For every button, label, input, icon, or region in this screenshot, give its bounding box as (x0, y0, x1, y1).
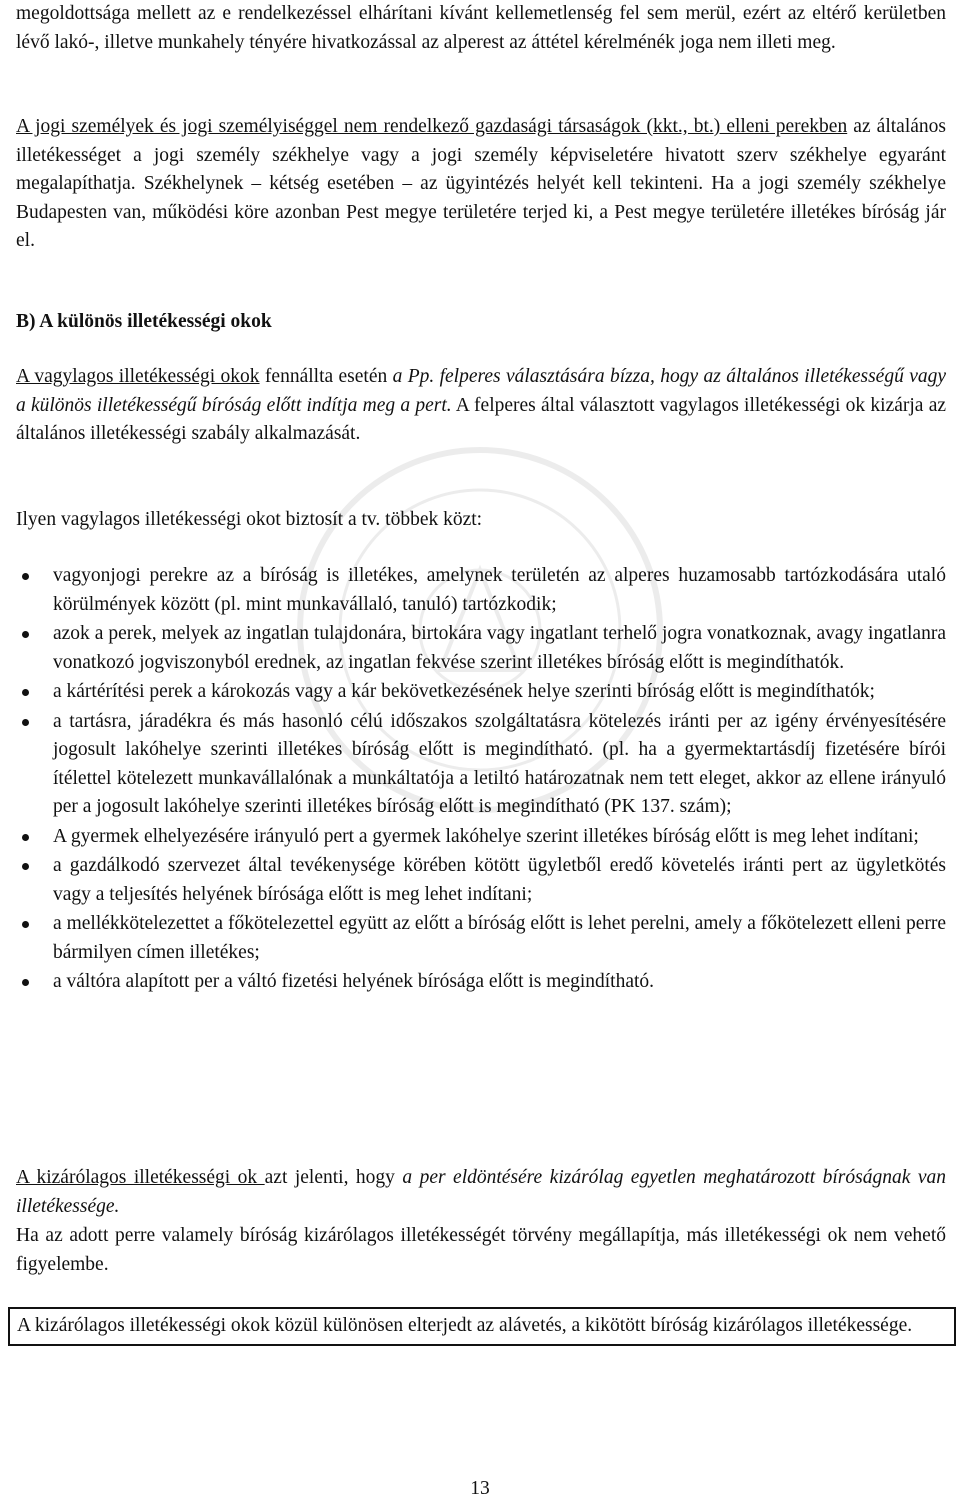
exclusive-plain: azt jelenti, hogy (264, 1167, 403, 1188)
legal-persons-paragraph (16, 113, 946, 256)
examples-intro-paragraph: Ilyen vagylagos illetékességi okot biztosít a tv. többek közt: (16, 509, 483, 530)
bullet-icon (22, 631, 29, 638)
alternative-plain-1: fennállta esetén (259, 366, 393, 387)
alternative-plain-2: A felperes által választott vagylagos illetékességi ok kizárja az általános illetékességi szabály alkalmazását. (16, 394, 947, 444)
page-number: 13 (470, 1478, 490, 1499)
alternative-italic: a Pp. felperes választására bízza, hogy az általános illetékességű vagy a különös illetékességű bíróság előtt indítja meg a pert. (16, 366, 946, 416)
bullet-icon (22, 689, 29, 696)
list-item: a mellékkötelezettet a főkötelezettel együtt az előtt a bíróság előtt is lehet perelni, amely a főkötelezett elleni perre bármilyen címen illetékes; (16, 910, 946, 967)
exclusive-jurisdiction-paragraph (16, 1164, 946, 1221)
bullet-icon (22, 921, 29, 928)
list-item: A gyermek elhelyezésére irányuló pert a gyermek lakóhelye szerint illetékes bíróság előtt is meg lehet indítani; (16, 823, 946, 852)
list-item: a váltóra alapított per a váltó fizetési helyének bírósága előtt is megindítható. (16, 968, 946, 997)
boxed-note-text: A kizárólagos illetékességi okok közül különösen elterjedt az alávetés, a kikötött bíróság kizárólagos illetékessége. (17, 1315, 913, 1336)
bullet-icon (22, 834, 29, 841)
list-item: vagyonjogi perekre az a bíróság is illetékes, amelynek területén az alperes huzamosabb tartózkodására utaló körülmények között (pl. mint munkavállaló, tanuló) tartózkodik; (16, 562, 946, 619)
bullet-icon (22, 719, 29, 726)
legal-persons-rest: az általános illetékességet a jogi személy székhelye vagy a jogi személy képviseletére hivatott szerv székhelye egyaránt megalapíthatja. Székhelynek – kétség esetében – az ügyintézés helyét kell tekinteni. Ha a jogi személy székhelye Budapesten van, működési köre azonban Pest megye területére terjed ki, a Pest megye területére illetékes bíróság jár el. (16, 116, 946, 251)
alternative-underlined: A vagylagos illetékességi okok (16, 366, 260, 387)
bullet-icon (22, 573, 29, 580)
boxed-note (8, 1307, 956, 1346)
list-item: azok a perek, melyek az ingatlan tulajdonára, birtokára vagy ingatlant terhelő jogra vonatkoznak, avagy ingatlanra vonatkozó jogviszonyból erednek, az ingatlan fekvése szerint illetékes bíróság előtt is megindíthatók. (16, 620, 946, 677)
intro-paragraph: megoldottsága mellett az e rendelkezéssel elhárítani kívánt kellemetlenség fel sem merül, ezért az eltérő kerületben lévő lakó-, illetve munkahely tényére hivatkozással az alperest az áttétel kérelménék joga nem illeti meg. (16, 3, 946, 53)
bullet-icon (22, 863, 29, 870)
jurisdiction-bullet-list (16, 562, 946, 998)
list-item: a gazdálkodó szervezet által tevékenysége körében kötött ügyletből eredő követelés iránti pert az ügyletkötés vagy a teljesítés helyének bírósága előtt is meg lehet indítani; (16, 852, 946, 909)
list-item: a tartásra, járadékra és más hasonló célú időszakos szolgáltatásra kötelezés iránti per az igény érvényesítésére jogosult lakóhelye szerinti illetékes bíróság előtt is megindítható. (pl. ha a gyermektartásdíj fizetésére bírói ítélettel kötelezett munkavállalónak a munkáltatója a letiltó határozatnak nem tett eleget, akkor az ellene irányuló per a jogosult lakóhelye szerinti illetékes bíróság előtt is megindítható (PK 137. szám); (16, 708, 946, 822)
alternative-jurisdiction-paragraph (16, 363, 946, 449)
legal-persons-underlined: A jogi személyek és jogi személyiséggel nem rendelkező gazdasági társaságok (kkt., bt.) elleni perekben (16, 116, 848, 137)
exclusive-jurisdiction-paragraph-2: Ha az adott perre valamely bíróság kizárólagos illetékességét törvény megállapítja, más illetékességi ok nem vehető figyelembe. (16, 1225, 946, 1275)
exclusive-underlined: A kizárólagos illetékességi ok (16, 1167, 265, 1188)
section-heading-b: B) A különös illetékességi okok (16, 311, 272, 332)
exclusive-italic: a per eldöntésére kizárólag egyetlen meghatározott bíróságnak van illetékessége. (16, 1167, 946, 1217)
list-item: a kártérítési perek a károkozás vagy a kár bekövetkezésének helye szerinti bíróság előtt is megindíthatók; (16, 678, 946, 707)
bullet-icon (22, 979, 29, 986)
